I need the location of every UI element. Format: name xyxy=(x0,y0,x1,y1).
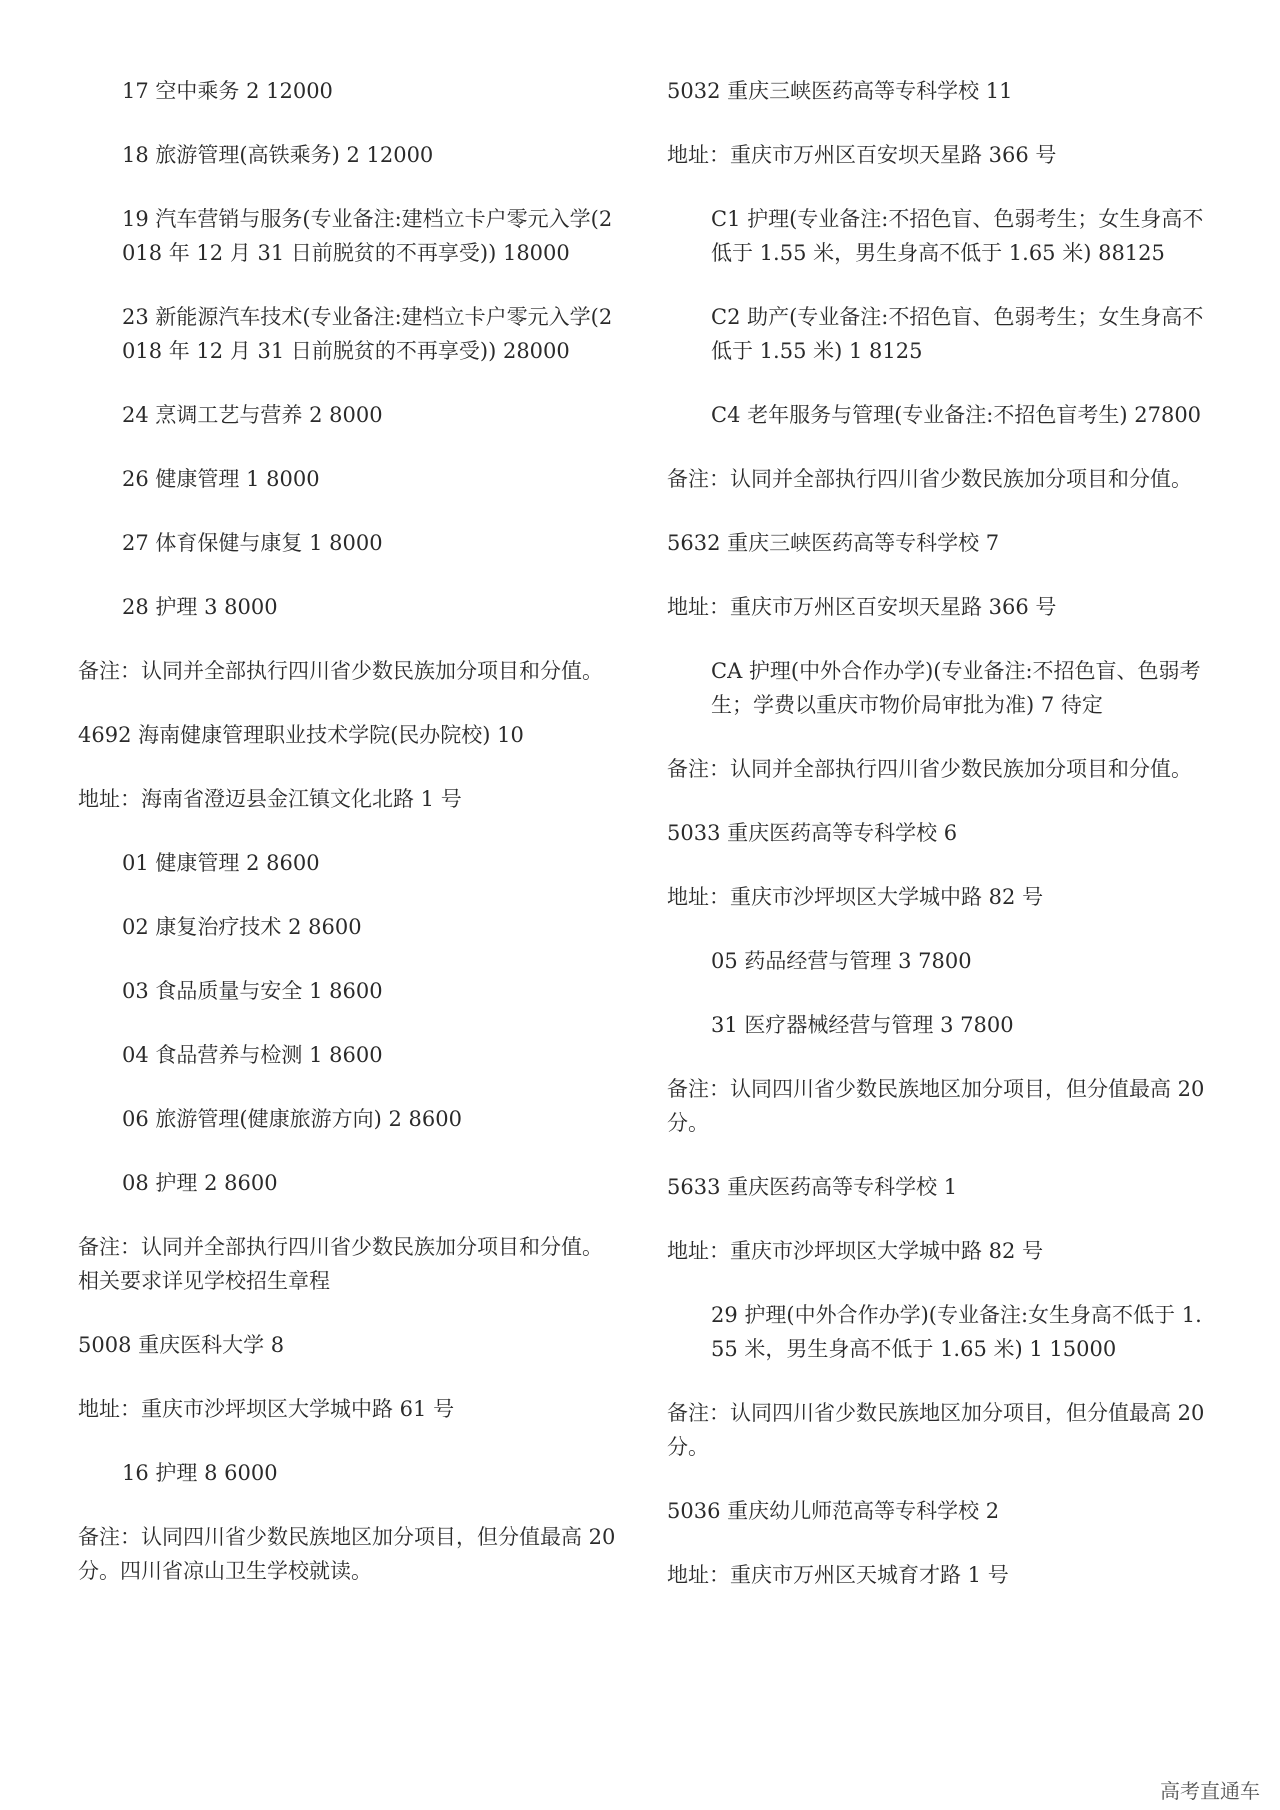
info-line: 备注：认同四川省少数民族地区加分项目，但分值最高 20 分。 xyxy=(667,1077,1205,1135)
info-line: 4692 海南健康管理职业技术学院(民办院校) 10 xyxy=(78,723,524,747)
major-entry: 19 汽车营销与服务(专业备注:建档立卡户零元入学(2018 年 12 月 31 日前脱贫的不再享受)) 18000 xyxy=(122,207,613,265)
info-line: 备注：认同四川省少数民族地区加分项目，但分值最高 20 分。四川省凉山卫生学校就读。 xyxy=(78,1525,616,1583)
info-line: 5036 重庆幼儿师范高等专科学校 2 xyxy=(667,1499,1000,1523)
info-line: 备注：认同并全部执行四川省少数民族加分项目和分值。 xyxy=(667,757,1192,781)
major-entry: 08 护理 2 8600 xyxy=(122,1171,278,1195)
info-line: 5008 重庆医科大学 8 xyxy=(78,1333,285,1357)
major-entry: 01 健康管理 2 8600 xyxy=(122,851,320,875)
info-line: 备注：认同四川省少数民族地区加分项目，但分值最高 20 分。 xyxy=(667,1401,1205,1459)
major-entry: C4 老年服务与管理(专业备注:不招色盲考生) 27800 xyxy=(711,403,1202,427)
major-entry: C1 护理(专业备注:不招色盲、色弱考生；女生身高不低于 1.55 米，男生身高不低于 1.65 米) 88125 xyxy=(711,207,1204,265)
major-entry: 28 护理 3 8000 xyxy=(122,595,278,619)
info-line: 地址：重庆市万州区百安坝天星路 366 号 xyxy=(667,595,1057,619)
left-column xyxy=(78,74,618,1618)
info-line: 5632 重庆三峡医药高等专科学校 7 xyxy=(667,531,1000,555)
major-entry: 26 健康管理 1 8000 xyxy=(122,467,320,491)
major-entry: 05 药品经营与管理 3 7800 xyxy=(711,949,972,973)
info-line: 备注：认同并全部执行四川省少数民族加分项目和分值。 xyxy=(667,467,1192,491)
info-line: 地址：重庆市沙坪坝区大学城中路 82 号 xyxy=(667,1239,1044,1263)
major-entry: 29 护理(中外合作办学)(专业备注:女生身高不低于 1.55 米，男生身高不低于 1.65 米) 1 15000 xyxy=(711,1303,1202,1361)
major-entry: 27 体育保健与康复 1 8000 xyxy=(122,531,383,555)
major-entry: C2 助产(专业备注:不招色盲、色弱考生；女生身高不低于 1.55 米) 1 8125 xyxy=(711,305,1204,363)
major-entry: 23 新能源汽车技术(专业备注:建档立卡户零元入学(2018 年 12 月 31 日前脱贫的不再享受)) 28000 xyxy=(122,305,613,363)
info-line: 地址：重庆市沙坪坝区大学城中路 82 号 xyxy=(667,885,1044,909)
info-line: 备注：认同并全部执行四川省少数民族加分项目和分值。相关要求详见学校招生章程 xyxy=(78,1235,603,1293)
info-line: 5032 重庆三峡医药高等专科学校 11 xyxy=(667,79,1013,103)
major-entry: 16 护理 8 6000 xyxy=(122,1461,278,1485)
info-line: 地址：重庆市沙坪坝区大学城中路 61 号 xyxy=(78,1397,455,1421)
major-entry: 18 旅游管理(高铁乘务) 2 12000 xyxy=(122,143,434,167)
watermark-text: 高考直通车 xyxy=(1160,1779,1260,1803)
major-entry: 17 空中乘务 2 12000 xyxy=(122,79,333,103)
info-line: 地址：重庆市万州区百安坝天星路 366 号 xyxy=(667,143,1057,167)
major-entry: 06 旅游管理(健康旅游方向) 2 8600 xyxy=(122,1107,462,1131)
right-column xyxy=(667,74,1207,1622)
info-line: 地址：重庆市万州区天城育才路 1 号 xyxy=(667,1563,1009,1587)
major-entry: 24 烹调工艺与营养 2 8000 xyxy=(122,403,383,427)
major-entry: 03 食品质量与安全 1 8600 xyxy=(122,979,383,1003)
major-entry: 04 食品营养与检测 1 8600 xyxy=(122,1043,383,1067)
major-entry: CA 护理(中外合作办学)(专业备注:不招色盲、色弱考生；学费以重庆市物价局审批为准) 7 待定 xyxy=(711,659,1201,717)
major-entry: 02 康复治疗技术 2 8600 xyxy=(122,915,362,939)
major-entry: 31 医疗器械经营与管理 3 7800 xyxy=(711,1013,1014,1037)
info-line: 5033 重庆医药高等专科学校 6 xyxy=(667,821,958,845)
info-line: 5633 重庆医药高等专科学校 1 xyxy=(667,1175,958,1199)
info-line: 备注：认同并全部执行四川省少数民族加分项目和分值。 xyxy=(78,659,603,683)
info-line: 地址：海南省澄迈县金江镇文化北路 1 号 xyxy=(78,787,462,811)
